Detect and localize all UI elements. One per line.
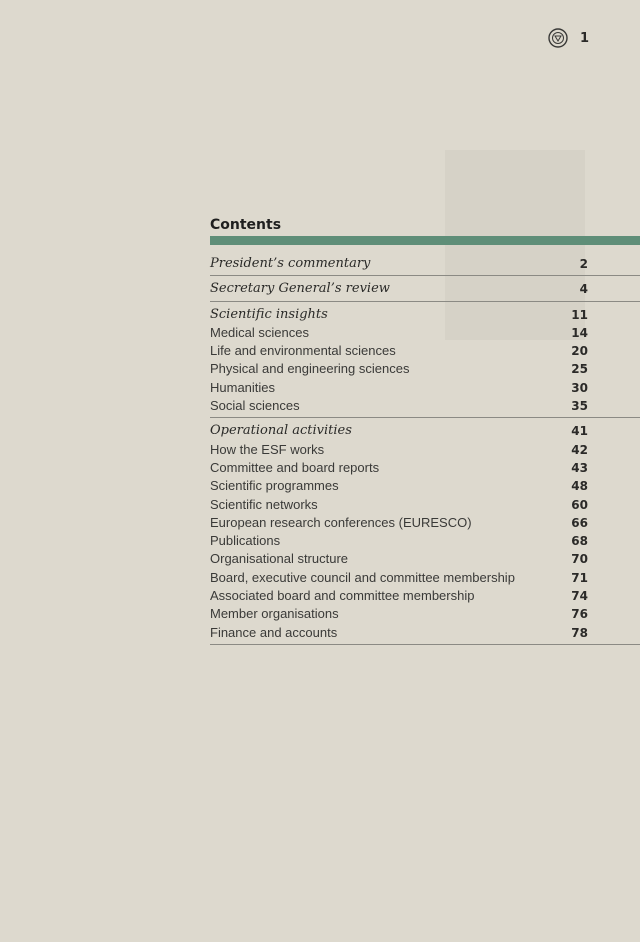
toc-item-page: 60 (571, 497, 588, 512)
toc-item-page: 35 (571, 399, 588, 414)
toc-item[interactable] (210, 360, 640, 378)
section-divider (210, 417, 640, 418)
toc-item[interactable] (210, 342, 640, 360)
toc-item[interactable] (210, 324, 640, 342)
toc-item[interactable] (210, 441, 640, 459)
toc-section-page: 2 (579, 257, 588, 271)
toc-item-label: Organisational structure (210, 551, 349, 567)
toc-item[interactable] (210, 477, 640, 495)
toc-item-page: 71 (571, 570, 588, 585)
toc-item-page: 14 (571, 325, 588, 340)
toc-section[interactable] (210, 280, 640, 298)
toc-item[interactable] (210, 550, 640, 568)
toc-item-label: Member organisations (210, 606, 339, 622)
toc-item-label: Social sciences (210, 398, 300, 414)
toc-section-page: 4 (579, 282, 588, 297)
toc-item-label: Physical and engineering sciences (210, 361, 410, 377)
toc-item-label: European research conferences (EURESCO) (210, 514, 472, 530)
toc-section-label: Secretary General’s review (210, 281, 390, 297)
section-divider (210, 301, 640, 302)
toc-section[interactable] (210, 255, 640, 273)
esf-seal-icon (548, 28, 568, 48)
toc-item-label: Scientific programmes (210, 478, 339, 494)
toc-item-page: 25 (571, 362, 588, 377)
toc-item-page: 74 (571, 589, 588, 604)
toc-item[interactable] (210, 459, 640, 477)
toc-item-label: Finance and accounts (210, 624, 338, 640)
toc-item-page: 70 (571, 552, 588, 567)
toc-item-page: 78 (571, 625, 588, 640)
toc-item[interactable] (210, 496, 640, 514)
toc-item-label: Humanities (210, 379, 276, 395)
toc-item-label: Life and environmental sciences (210, 343, 396, 359)
toc-item[interactable] (210, 532, 640, 550)
toc-section-label: Operational activities (210, 423, 352, 439)
toc-item[interactable] (210, 514, 640, 532)
section-divider (210, 644, 640, 645)
toc-item-page: 30 (571, 380, 588, 395)
toc-section-label: Scientific insights (210, 306, 328, 322)
toc-item-page: 43 (571, 460, 588, 475)
toc-item-page: 48 (571, 479, 588, 494)
toc-item-label: Scientific networks (210, 496, 318, 512)
toc-section[interactable] (210, 306, 640, 324)
page-number: 1 (580, 31, 590, 46)
toc-item-label: Publications (210, 533, 281, 549)
toc-item[interactable] (210, 379, 640, 397)
toc-item-page: 66 (571, 515, 588, 530)
page-title: Contents (210, 217, 282, 233)
toc-item-label: Associated board and committee membership (210, 588, 475, 604)
toc-section-label: President’s commentary (210, 256, 371, 271)
toc-item-label: Board, executive council and committee membership (210, 569, 515, 585)
toc-item-page: 76 (571, 607, 588, 622)
toc-section-page: 41 (571, 424, 588, 439)
toc-item-page: 20 (571, 344, 588, 359)
toc-item[interactable] (210, 605, 640, 623)
toc-item-page: 68 (571, 534, 588, 549)
toc-section-page: 11 (571, 307, 588, 322)
toc-item-label: How the ESF works (210, 441, 325, 457)
toc-item[interactable] (210, 397, 640, 415)
table-of-contents (210, 255, 640, 649)
toc-item[interactable] (210, 587, 640, 605)
toc-item-label: Medical sciences (210, 324, 309, 340)
toc-section[interactable] (210, 422, 640, 440)
toc-item-page: 42 (571, 442, 588, 457)
toc-item-label: Committee and board reports (210, 459, 380, 475)
toc-item[interactable] (210, 569, 640, 587)
title-rule (210, 236, 640, 245)
section-divider (210, 275, 640, 276)
toc-item[interactable] (210, 624, 640, 642)
